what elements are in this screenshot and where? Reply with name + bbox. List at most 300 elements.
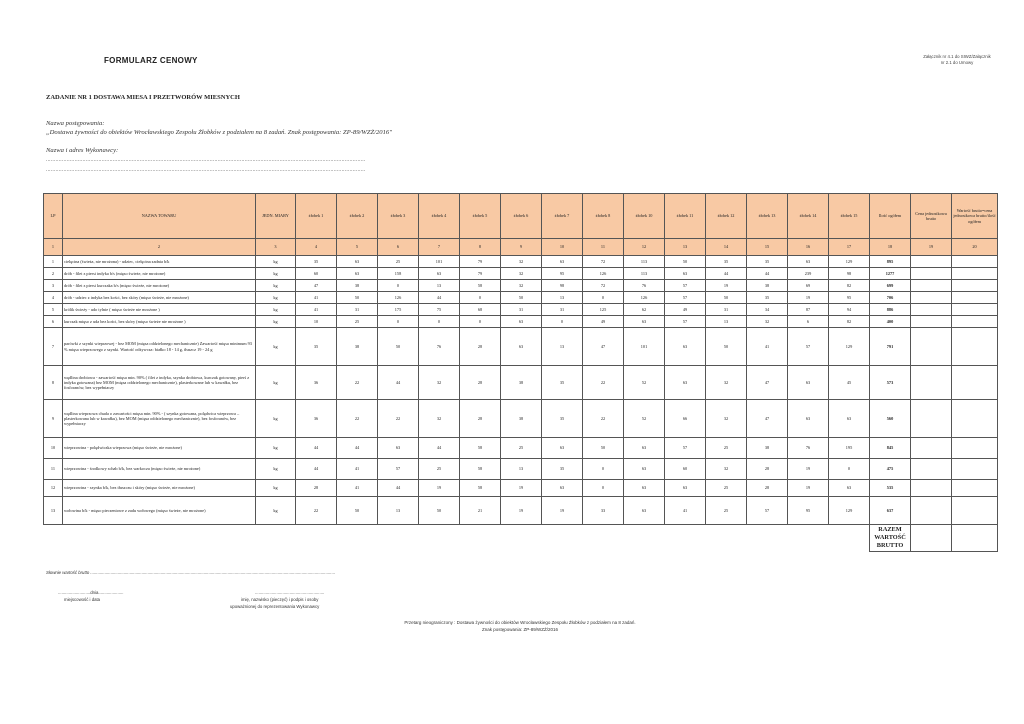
total-quantity: 706 — [870, 292, 911, 304]
column-header: żłobek 11 — [665, 194, 706, 239]
quantity-cell: 63 — [624, 480, 665, 497]
quantity-cell: 35 — [747, 256, 788, 268]
row-lp: 8 — [44, 366, 63, 400]
quantity-cell: 79 — [460, 256, 501, 268]
total-gross-value-input[interactable] — [952, 525, 998, 552]
column-header: żłobek 13 — [747, 194, 788, 239]
column-number-row — [44, 239, 998, 256]
gross-value-input[interactable] — [952, 268, 998, 280]
quantity-cell: 6 — [788, 316, 829, 328]
quantity-cell: 63 — [829, 400, 870, 438]
total-quantity: 1277 — [870, 268, 911, 280]
quantity-cell: 57 — [665, 316, 706, 328]
unit-price-input[interactable] — [911, 438, 952, 459]
quantity-cell: 47 — [296, 280, 337, 292]
unit-price-input[interactable] — [911, 316, 952, 328]
unit: kg — [256, 256, 296, 268]
column-number: 2 — [63, 239, 256, 256]
unit-price-input[interactable] — [911, 268, 952, 280]
column-header: LP — [44, 194, 63, 239]
quantity-cell: 0 — [829, 459, 870, 480]
product-name: wędlina wieprzowa chuda o zawartości mięsa min. 90% - ( szynka gotowana, polędwica wieprzowa – plasterkowana lub w kawałku), bez MOM (mięsa oddzielonego mechanicznie), bez fosforanów, bez wypełniaczy — [63, 400, 256, 438]
column-header: żłobek 10 — [624, 194, 665, 239]
quantity-cell: 21 — [460, 497, 501, 525]
quantity-cell: 32 — [501, 280, 542, 292]
quantity-cell: 47 — [747, 366, 788, 400]
unit: kg — [256, 304, 296, 316]
row-lp: 5 — [44, 304, 63, 316]
table-row — [44, 268, 998, 280]
column-header: żłobek 14 — [788, 194, 829, 239]
quantity-cell: 44 — [419, 438, 460, 459]
column-number: 9 — [501, 239, 542, 256]
quantity-cell: 44 — [747, 268, 788, 280]
quantity-cell: 94 — [829, 304, 870, 316]
gross-value-input[interactable] — [952, 438, 998, 459]
column-number: 5 — [337, 239, 378, 256]
quantity-cell: 101 — [419, 256, 460, 268]
total-row-spacer — [44, 525, 870, 552]
column-header: Cena jednostkowa brutto — [911, 194, 952, 239]
row-lp: 4 — [44, 292, 63, 304]
quantity-cell: 68 — [460, 304, 501, 316]
quantity-cell: 38 — [337, 328, 378, 366]
quantity-cell: 63 — [788, 400, 829, 438]
quantity-cell: 13 — [542, 328, 583, 366]
unit: kg — [256, 497, 296, 525]
quantity-cell: 76 — [788, 438, 829, 459]
quantity-cell: 60 — [296, 268, 337, 280]
quantity-cell: 22 — [337, 400, 378, 438]
quantity-cell: 28 — [747, 480, 788, 497]
quantity-cell: 126 — [378, 292, 419, 304]
gross-value-input[interactable] — [952, 280, 998, 292]
quantity-cell: 0 — [542, 316, 583, 328]
quantity-cell: 44 — [296, 459, 337, 480]
amount-in-words[interactable]: Słownie wartość brutto ............................................................................................................................................................................................................. — [46, 570, 336, 575]
table-row — [44, 256, 998, 268]
quantity-cell: 50 — [378, 328, 419, 366]
quantity-cell: 19 — [788, 292, 829, 304]
quantity-cell: 63 — [501, 316, 542, 328]
quantity-cell: 22 — [337, 366, 378, 400]
unit-price-input[interactable] — [911, 400, 952, 438]
quantity-cell: 69 — [788, 280, 829, 292]
quantity-cell: 44 — [296, 438, 337, 459]
unit: kg — [256, 280, 296, 292]
quantity-cell: 35 — [542, 400, 583, 438]
page-footer — [340, 620, 700, 633]
total-quantity: 400 — [870, 316, 911, 328]
unit: kg — [256, 438, 296, 459]
quantity-cell: 0 — [583, 459, 624, 480]
quantity-cell: 82 — [829, 280, 870, 292]
product-name: wieprzowina - szynka b/k, bez tłuszczu i skóry (mięso świeże, nie mrożone) — [63, 480, 256, 497]
razem-label — [870, 525, 911, 552]
quantity-cell: 41 — [296, 304, 337, 316]
row-lp: 11 — [44, 459, 63, 480]
quantity-cell: 25 — [337, 316, 378, 328]
quantity-cell: 19 — [501, 497, 542, 525]
quantity-cell: 87 — [788, 304, 829, 316]
quantity-cell: 41 — [337, 480, 378, 497]
quantity-cell: 63 — [501, 328, 542, 366]
quantity-cell: 44 — [378, 480, 419, 497]
unit-price-input[interactable] — [911, 480, 952, 497]
quantity-cell: 22 — [583, 400, 624, 438]
quantity-cell: 49 — [583, 316, 624, 328]
column-header: żłobek 15 — [829, 194, 870, 239]
quantity-cell: 36 — [296, 400, 337, 438]
row-lp: 7 — [44, 328, 63, 366]
quantity-cell: 63 — [788, 256, 829, 268]
quantity-cell: 47 — [747, 400, 788, 438]
procedure-label: Nazwa postępowania: — [46, 120, 105, 127]
quantity-cell: 72 — [583, 280, 624, 292]
product-name: drób - filet z piersi kurczaka b/s (mięso świeże, nie mrożone) — [63, 280, 256, 292]
column-number: 14 — [706, 239, 747, 256]
quantity-cell: 34 — [747, 304, 788, 316]
quantity-cell: 82 — [829, 316, 870, 328]
column-header: Wartość brutto=cena jednostkowa brutto/ilość ogółem — [952, 194, 998, 239]
contractor-line-2[interactable]: ......................................................................................................................................................................................................... — [46, 167, 366, 173]
quantity-cell: 125 — [583, 304, 624, 316]
footer-line-2: Znak postępowania: ZP-89/WZŻ/2016 — [481, 626, 559, 632]
quantity-cell: 129 — [829, 497, 870, 525]
quantity-cell: 28 — [460, 400, 501, 438]
quantity-cell: 32 — [419, 400, 460, 438]
gross-value-input[interactable] — [952, 328, 998, 366]
column-number: 6 — [378, 239, 419, 256]
quantity-cell: 28 — [747, 459, 788, 480]
quantity-cell: 63 — [829, 480, 870, 497]
total-quantity: 573 — [870, 366, 911, 400]
quantity-cell: 0 — [583, 480, 624, 497]
quantity-cell: 62 — [624, 304, 665, 316]
gross-value-input[interactable] — [952, 316, 998, 328]
column-header: Ilość ogółem — [870, 194, 911, 239]
quantity-cell: 0 — [460, 316, 501, 328]
quantity-cell: 113 — [624, 256, 665, 268]
unit-price-input[interactable] — [911, 366, 952, 400]
quantity-cell: 113 — [624, 268, 665, 280]
razem-label-line: RAZEM — [878, 526, 902, 533]
table-row — [44, 459, 998, 480]
product-name: królik świeży - udo tylnie ( mięso świeże nie mrożone ) — [63, 304, 256, 316]
quantity-cell: 239 — [788, 268, 829, 280]
quantity-cell: 76 — [624, 280, 665, 292]
quantity-cell: 63 — [665, 366, 706, 400]
table-row — [44, 497, 998, 525]
quantity-cell: 50 — [583, 438, 624, 459]
row-lp: 13 — [44, 497, 63, 525]
column-number: 13 — [665, 239, 706, 256]
product-name: parówki z szynki wieprzowej - bez MOM (mięsa oddzielonego mechanicznie) Zawartość mięsa minimum 93 % mięsa wieprzowego z szynki. Wartość odżywcza: białko 18 - 14 g, tłuszcz 19 - 24 g — [63, 328, 256, 366]
quantity-cell: 52 — [624, 400, 665, 438]
quantity-cell: 31 — [542, 304, 583, 316]
product-name: wołowina b/k - mięso pieczeniowe z zadu wołowego (mięso świeże, nie mrożone) — [63, 497, 256, 525]
quantity-cell: 35 — [542, 459, 583, 480]
quantity-cell: 41 — [747, 328, 788, 366]
column-number: 11 — [583, 239, 624, 256]
quantity-cell: 32 — [501, 268, 542, 280]
quantity-cell: 50 — [337, 292, 378, 304]
unit-price-input[interactable] — [911, 292, 952, 304]
column-number: 4 — [296, 239, 337, 256]
quantity-cell: 44 — [337, 438, 378, 459]
gross-value-input[interactable] — [952, 304, 998, 316]
quantity-cell: 35 — [747, 292, 788, 304]
quantity-cell: 63 — [624, 438, 665, 459]
product-name: drób - filet z piersi indyka b/s (mięso świeże, nie mrożone) — [63, 268, 256, 280]
column-number: 8 — [460, 239, 501, 256]
quantity-cell: 63 — [419, 268, 460, 280]
unit: kg — [256, 328, 296, 366]
quantity-cell: 35 — [296, 256, 337, 268]
total-quantity: 475 — [870, 459, 911, 480]
total-quantity: 560 — [870, 400, 911, 438]
product-name: drób - udziec z indyka bez kości, bez skóry (mięso świeże, nie mrożone) — [63, 292, 256, 304]
quantity-cell: 32 — [419, 366, 460, 400]
unit-price-input[interactable] — [911, 304, 952, 316]
column-header: żłobek 12 — [706, 194, 747, 239]
product-name: wędlina drobiowa - zawartość mięsa min. 90% ( filet z indyka, szynka drobiowa, kurczak gotowany, pierś z indyka gotowana) bez MOM (mięsa oddzielonego mechanicznie), plasterkowane lub w kawałku, bez fosforanów, bez wypełniaczy — [63, 366, 256, 400]
quantity-cell: 50 — [706, 328, 747, 366]
quantity-cell: 57 — [665, 292, 706, 304]
column-number: 16 — [788, 239, 829, 256]
quantity-cell: 13 — [378, 497, 419, 525]
total-row — [44, 525, 998, 552]
quantity-cell: 63 — [337, 268, 378, 280]
quantity-cell: 28 — [296, 480, 337, 497]
table-row — [44, 292, 998, 304]
quantity-cell: 45 — [829, 366, 870, 400]
total-price-cell[interactable] — [911, 525, 952, 552]
quantity-cell: 60 — [665, 459, 706, 480]
quantity-cell: 35 — [296, 328, 337, 366]
table-row — [44, 316, 998, 328]
date-dots[interactable]: ...........................dnia..................... — [58, 590, 124, 595]
quantity-cell: 63 — [378, 438, 419, 459]
quantity-cell: 129 — [829, 328, 870, 366]
quantity-cell: 195 — [829, 438, 870, 459]
quantity-cell: 32 — [747, 316, 788, 328]
table-row — [44, 438, 998, 459]
unit: kg — [256, 292, 296, 304]
procedure-name: „Dostawa żywności do obiektów Wrocławskiego Zespołu Żłobków z podziałem na 8 zadań. Znak postępowania: ZP-89/WZŻ/2016" — [46, 129, 392, 136]
quantity-cell: 63 — [624, 459, 665, 480]
quantity-cell: 13 — [706, 316, 747, 328]
quantity-cell: 66 — [665, 400, 706, 438]
column-header: JEDN. MIARY — [256, 194, 296, 239]
quantity-cell: 50 — [337, 497, 378, 525]
quantity-cell: 58 — [460, 459, 501, 480]
quantity-cell: 19 — [419, 480, 460, 497]
unit: kg — [256, 268, 296, 280]
quantity-cell: 63 — [542, 438, 583, 459]
razem-label-line: BRUTTO — [876, 542, 904, 549]
quantity-cell: 31 — [501, 304, 542, 316]
unit: kg — [256, 459, 296, 480]
quantity-cell: 98 — [542, 280, 583, 292]
quantity-cell: 32 — [706, 400, 747, 438]
gross-value-input[interactable] — [952, 292, 998, 304]
row-lp: 3 — [44, 280, 63, 292]
quantity-cell: 13 — [542, 292, 583, 304]
product-name: kurczak mięso z uda bez kości, bez skóry (mięso świeże nie mrożone ) — [63, 316, 256, 328]
quantity-cell: 95 — [788, 497, 829, 525]
quantity-cell: 44 — [378, 366, 419, 400]
footer-line-1: Przetarg nieograniczony : Dostawa żywności do obiektów Wrocławskiego Zespołu Żłobków z podziałem na 8 zadań. — [404, 620, 636, 625]
quantity-cell: 158 — [378, 268, 419, 280]
gross-value-input[interactable] — [952, 497, 998, 525]
unit-price-input[interactable] — [911, 497, 952, 525]
quantity-cell: 10 — [296, 316, 337, 328]
quantity-cell: 50 — [665, 256, 706, 268]
column-header: żłobek 8 — [583, 194, 624, 239]
column-number: 15 — [747, 239, 788, 256]
quantity-cell: 38 — [337, 280, 378, 292]
column-header: żłobek 5 — [460, 194, 501, 239]
quantity-cell: 57 — [665, 280, 706, 292]
quantity-cell: 44 — [419, 292, 460, 304]
quantity-cell: 57 — [788, 328, 829, 366]
row-lp: 1 — [44, 256, 63, 268]
annex-line-1: Załącznik nr 4.1 do SIWZ/Załącznik — [923, 54, 991, 59]
quantity-cell: 22 — [378, 400, 419, 438]
quantity-cell: 126 — [583, 268, 624, 280]
quantity-cell: 19 — [788, 480, 829, 497]
annex-line-2: nr 2.1 do Umowy — [940, 60, 974, 65]
total-quantity: 886 — [870, 304, 911, 316]
column-header: NAZWA TOWARU — [63, 194, 256, 239]
quantity-cell: 38 — [747, 438, 788, 459]
unit-price-input[interactable] — [911, 459, 952, 480]
quantity-cell: 63 — [788, 366, 829, 400]
gross-value-input[interactable] — [952, 480, 998, 497]
row-lp: 10 — [44, 438, 63, 459]
contractor-line-1[interactable]: ......................................................................................................................................................................................................... — [46, 157, 366, 163]
quantity-cell: 19 — [542, 497, 583, 525]
gross-value-input[interactable] — [952, 366, 998, 400]
product-name: wieprzowina - polędwiczka wieprzowa (mięso świeże, nie mrożone) — [63, 438, 256, 459]
quantity-cell: 33 — [583, 497, 624, 525]
total-quantity: 637 — [870, 497, 911, 525]
quantity-cell: 38 — [747, 280, 788, 292]
signature-label-2: upoważnionej do reprezentowania Wykonawcy — [230, 604, 320, 609]
quantity-cell: 32 — [706, 459, 747, 480]
quantity-cell: 13 — [419, 280, 460, 292]
quantity-cell: 63 — [665, 328, 706, 366]
quantity-cell: 47 — [583, 328, 624, 366]
gross-value-input[interactable] — [952, 256, 998, 268]
column-number: 17 — [829, 239, 870, 256]
column-number: 10 — [542, 239, 583, 256]
quantity-cell: 75 — [419, 304, 460, 316]
quantity-cell: 19 — [788, 459, 829, 480]
unit-price-input[interactable] — [911, 280, 952, 292]
quantity-cell: 0 — [378, 280, 419, 292]
column-header: żłobek 1 — [296, 194, 337, 239]
contractor-label: Nazwa i adres Wykonawcy: — [46, 147, 119, 154]
quantity-cell: 63 — [624, 497, 665, 525]
column-header: żłobek 4 — [419, 194, 460, 239]
column-header: żłobek 3 — [378, 194, 419, 239]
quantity-cell: 50 — [706, 292, 747, 304]
quantity-cell: 52 — [624, 366, 665, 400]
quantity-cell: 25 — [706, 480, 747, 497]
row-lp: 9 — [44, 400, 63, 438]
date-label: miejscowość i data — [64, 597, 101, 602]
unit-price-input[interactable] — [911, 256, 952, 268]
total-quantity: 845 — [870, 438, 911, 459]
row-lp: 12 — [44, 480, 63, 497]
task-title: ZADANIE NR 1 DOSTAWA MIESA I PRZETWORÓW MIESNYCH — [46, 94, 240, 101]
column-header: żłobek 7 — [542, 194, 583, 239]
column-number: 1 — [44, 239, 63, 256]
form-title: FORMULARZ CENOWY — [104, 56, 198, 65]
quantity-cell: 25 — [378, 256, 419, 268]
quantity-cell: 175 — [378, 304, 419, 316]
quantity-cell: 22 — [296, 497, 337, 525]
quantity-cell: 0 — [419, 316, 460, 328]
row-lp: 6 — [44, 316, 63, 328]
quantity-cell: 58 — [460, 438, 501, 459]
quantity-cell: 41 — [337, 459, 378, 480]
gross-value-input[interactable] — [952, 459, 998, 480]
quantity-cell: 63 — [337, 256, 378, 268]
column-number: 20 — [952, 239, 998, 256]
column-number: 12 — [624, 239, 665, 256]
quantity-cell: 79 — [460, 268, 501, 280]
quantity-cell: 95 — [542, 268, 583, 280]
quantity-cell: 63 — [665, 480, 706, 497]
quantity-cell: 35 — [542, 366, 583, 400]
total-quantity: 791 — [870, 328, 911, 366]
quantity-cell: 72 — [583, 256, 624, 268]
table-row — [44, 400, 998, 438]
quantity-cell: 28 — [460, 366, 501, 400]
quantity-cell: 31 — [706, 304, 747, 316]
quantity-cell: 63 — [542, 480, 583, 497]
quantity-cell: 101 — [624, 328, 665, 366]
quantity-cell: 50 — [501, 292, 542, 304]
quantity-cell: 98 — [829, 268, 870, 280]
signature-label-1: imię, nazwisko (pieczęć) i podpis i osoby — [241, 597, 319, 602]
quantity-cell: 58 — [460, 280, 501, 292]
quantity-cell: 22 — [583, 366, 624, 400]
total-quantity: 535 — [870, 480, 911, 497]
header-row — [44, 194, 998, 239]
table-row — [44, 480, 998, 497]
quantity-cell: 63 — [624, 316, 665, 328]
quantity-cell: 19 — [501, 480, 542, 497]
quantity-cell: 0 — [583, 292, 624, 304]
quantity-cell: 58 — [460, 480, 501, 497]
quantity-cell: 57 — [665, 438, 706, 459]
quantity-cell: 31 — [337, 304, 378, 316]
gross-value-input[interactable] — [952, 400, 998, 438]
unit: kg — [256, 480, 296, 497]
signature-dots[interactable]: .......................................................... — [255, 590, 325, 595]
quantity-cell: 25 — [706, 438, 747, 459]
table-row — [44, 366, 998, 400]
total-quantity: 699 — [870, 280, 911, 292]
annex-reference — [920, 54, 994, 66]
quantity-cell: 25 — [706, 497, 747, 525]
unit-price-input[interactable] — [911, 328, 952, 366]
quantity-cell: 95 — [829, 292, 870, 304]
